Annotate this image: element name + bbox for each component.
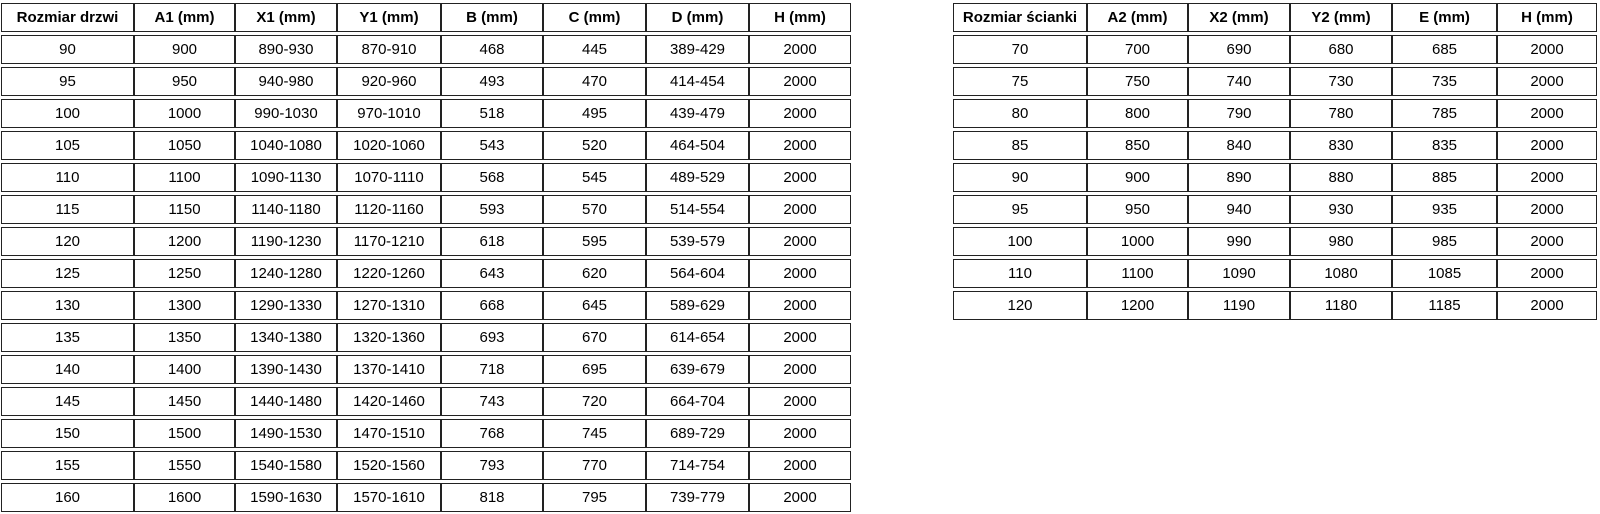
table-cell: 643 (441, 259, 543, 288)
table-cell: 2000 (1497, 227, 1597, 256)
table-cell: 2000 (749, 419, 851, 448)
table-cell: 543 (441, 131, 543, 160)
table-cell: 489-529 (646, 163, 749, 192)
table-cell: 685 (1392, 35, 1497, 64)
table-cell: 739-779 (646, 483, 749, 512)
header-cell: H (mm) (1497, 3, 1597, 32)
table-cell: 150 (1, 419, 134, 448)
table-row (1, 451, 851, 480)
table-cell: 718 (441, 355, 543, 384)
header-cell: A1 (mm) (134, 3, 235, 32)
table-cell: 1100 (1087, 259, 1188, 288)
table-cell: 750 (1087, 67, 1188, 96)
table-cell: 2000 (1497, 163, 1597, 192)
table-cell: 743 (441, 387, 543, 416)
table-cell: 1240-1280 (235, 259, 337, 288)
table-cell: 740 (1188, 67, 1290, 96)
table-cell: 140 (1, 355, 134, 384)
table-cell: 1200 (1087, 291, 1188, 320)
table-cell: 160 (1, 483, 134, 512)
table-cell: 518 (441, 99, 543, 128)
table-cell: 1120-1160 (337, 195, 441, 224)
table-cell: 2000 (749, 195, 851, 224)
table-cell: 900 (134, 35, 235, 64)
table-cell: 2000 (749, 259, 851, 288)
table-cell: 75 (953, 67, 1087, 96)
table-cell: 720 (543, 387, 646, 416)
table-cell: 1290-1330 (235, 291, 337, 320)
table-cell: 1080 (1290, 259, 1392, 288)
table-cell: 990 (1188, 227, 1290, 256)
table-row (953, 195, 1597, 224)
table-cell: 680 (1290, 35, 1392, 64)
table-row (1, 163, 851, 192)
table-cell: 125 (1, 259, 134, 288)
table-cell: 930 (1290, 195, 1392, 224)
header-cell: Rozmiar ścianki (953, 3, 1087, 32)
table-cell: 1450 (134, 387, 235, 416)
table-row (953, 163, 1597, 192)
table-cell: 785 (1392, 99, 1497, 128)
table-cell: 985 (1392, 227, 1497, 256)
table-cell: 2000 (749, 291, 851, 320)
table-cell: 70 (953, 35, 1087, 64)
table-cell: 745 (543, 419, 646, 448)
table-cell: 1085 (1392, 259, 1497, 288)
table-cell: 1140-1180 (235, 195, 337, 224)
header-cell: E (mm) (1392, 3, 1497, 32)
table-cell: 1590-1630 (235, 483, 337, 512)
table-cell: 664-704 (646, 387, 749, 416)
table-cell: 668 (441, 291, 543, 320)
table-cell: 2000 (1497, 67, 1597, 96)
table-cell: 900 (1087, 163, 1188, 192)
table-cell: 1100 (134, 163, 235, 192)
table-cell: 570 (543, 195, 646, 224)
table-cell: 1070-1110 (337, 163, 441, 192)
table-cell: 689-729 (646, 419, 749, 448)
table-cell: 1190-1230 (235, 227, 337, 256)
table-cell: 545 (543, 163, 646, 192)
table-cell: 464-504 (646, 131, 749, 160)
table-cell: 2000 (1497, 259, 1597, 288)
table-cell: 110 (1, 163, 134, 192)
table-cell: 1470-1510 (337, 419, 441, 448)
table-cell: 1250 (134, 259, 235, 288)
table-cell: 90 (1, 35, 134, 64)
table-cell: 145 (1, 387, 134, 416)
table-cell: 1440-1480 (235, 387, 337, 416)
table-row (1, 387, 851, 416)
table-cell: 770 (543, 451, 646, 480)
table-cell: 110 (953, 259, 1087, 288)
table-cell: 693 (441, 323, 543, 352)
header-cell: C (mm) (543, 3, 646, 32)
table-cell: 645 (543, 291, 646, 320)
table-cell: 990-1030 (235, 99, 337, 128)
table-cell: 1350 (134, 323, 235, 352)
table-cell: 1420-1460 (337, 387, 441, 416)
table-cell: 1180 (1290, 291, 1392, 320)
table-cell: 2000 (1497, 195, 1597, 224)
table-cell: 2000 (749, 451, 851, 480)
table-cell: 1200 (134, 227, 235, 256)
table-cell: 1300 (134, 291, 235, 320)
table-row (953, 131, 1597, 160)
table-cell: 389-429 (646, 35, 749, 64)
table-cell: 155 (1, 451, 134, 480)
table-cell: 880 (1290, 163, 1392, 192)
table-cell: 870-910 (337, 35, 441, 64)
table-cell: 1500 (134, 419, 235, 448)
table-cell: 2000 (749, 227, 851, 256)
table-cell: 2000 (749, 483, 851, 512)
header-cell: B (mm) (441, 3, 543, 32)
table-cell: 1400 (134, 355, 235, 384)
table-cell: 714-754 (646, 451, 749, 480)
table-cell: 935 (1392, 195, 1497, 224)
table-cell: 620 (543, 259, 646, 288)
table-cell: 1020-1060 (337, 131, 441, 160)
table-row (1, 419, 851, 448)
table-cell: 100 (953, 227, 1087, 256)
header-cell: A2 (mm) (1087, 3, 1188, 32)
table-cell: 1170-1210 (337, 227, 441, 256)
table-cell: 1540-1580 (235, 451, 337, 480)
table-row (1, 227, 851, 256)
wall-sizes-table (953, 0, 1597, 323)
table-row (953, 35, 1597, 64)
table-row (1, 99, 851, 128)
table-row (953, 227, 1597, 256)
table-cell: 595 (543, 227, 646, 256)
table-cell: 1270-1310 (337, 291, 441, 320)
table-cell: 105 (1, 131, 134, 160)
table-cell: 589-629 (646, 291, 749, 320)
table-cell: 940 (1188, 195, 1290, 224)
table-cell: 695 (543, 355, 646, 384)
table-cell: 1370-1410 (337, 355, 441, 384)
table-cell: 818 (441, 483, 543, 512)
table-cell: 2000 (749, 131, 851, 160)
table-cell: 1150 (134, 195, 235, 224)
table-cell: 95 (1, 67, 134, 96)
table-row (953, 291, 1597, 320)
table-cell: 520 (543, 131, 646, 160)
table-cell: 568 (441, 163, 543, 192)
table-cell: 85 (953, 131, 1087, 160)
table-cell: 2000 (749, 99, 851, 128)
table-cell: 940-980 (235, 67, 337, 96)
table-row (1, 483, 851, 512)
table-cell: 1340-1380 (235, 323, 337, 352)
table-cell: 768 (441, 419, 543, 448)
table-cell: 2000 (1497, 35, 1597, 64)
table-cell: 1000 (134, 99, 235, 128)
header-cell: Y2 (mm) (1290, 3, 1392, 32)
table-cell: 730 (1290, 67, 1392, 96)
table-cell: 120 (1, 227, 134, 256)
table-row (1, 35, 851, 64)
table-row (953, 99, 1597, 128)
table-cell: 850 (1087, 131, 1188, 160)
table-cell: 90 (953, 163, 1087, 192)
table-row (953, 67, 1597, 96)
table-cell: 890 (1188, 163, 1290, 192)
table-cell: 835 (1392, 131, 1497, 160)
table-cell: 514-554 (646, 195, 749, 224)
table-cell: 100 (1, 99, 134, 128)
table-cell: 1220-1260 (337, 259, 441, 288)
table-cell: 1490-1530 (235, 419, 337, 448)
table-cell: 2000 (749, 35, 851, 64)
table-cell: 1320-1360 (337, 323, 441, 352)
header-cell: Rozmiar drzwi (1, 3, 134, 32)
table-cell: 80 (953, 99, 1087, 128)
table-cell: 115 (1, 195, 134, 224)
table-cell: 885 (1392, 163, 1497, 192)
table-cell: 970-1010 (337, 99, 441, 128)
table-cell: 950 (1087, 195, 1188, 224)
table-row (1, 195, 851, 224)
table-cell: 135 (1, 323, 134, 352)
table-row (1, 355, 851, 384)
table-row (1, 291, 851, 320)
table-cell: 439-479 (646, 99, 749, 128)
table-cell: 495 (543, 99, 646, 128)
table-cell: 564-604 (646, 259, 749, 288)
table-cell: 800 (1087, 99, 1188, 128)
table-cell: 618 (441, 227, 543, 256)
table-cell: 1090-1130 (235, 163, 337, 192)
door-sizes-table (1, 0, 851, 514)
table-row (953, 259, 1597, 288)
table-cell: 2000 (749, 387, 851, 416)
header-cell: X1 (mm) (235, 3, 337, 32)
table-cell: 1090 (1188, 259, 1290, 288)
table-cell: 2000 (1497, 291, 1597, 320)
table-cell: 468 (441, 35, 543, 64)
table-row (1, 67, 851, 96)
table-cell: 830 (1290, 131, 1392, 160)
table-cell: 840 (1188, 131, 1290, 160)
table-cell: 130 (1, 291, 134, 320)
table-cell: 1600 (134, 483, 235, 512)
table-cell: 690 (1188, 35, 1290, 64)
table-cell: 95 (953, 195, 1087, 224)
table-cell: 639-679 (646, 355, 749, 384)
table-cell: 614-654 (646, 323, 749, 352)
table-cell: 593 (441, 195, 543, 224)
table-cell: 1040-1080 (235, 131, 337, 160)
table-row (1, 323, 851, 352)
table-cell: 670 (543, 323, 646, 352)
table-cell: 2000 (749, 323, 851, 352)
table-cell: 790 (1188, 99, 1290, 128)
table-cell: 539-579 (646, 227, 749, 256)
table-cell: 735 (1392, 67, 1497, 96)
table-cell: 1050 (134, 131, 235, 160)
table-cell: 795 (543, 483, 646, 512)
table-cell: 980 (1290, 227, 1392, 256)
table-cell: 1190 (1188, 291, 1290, 320)
table-cell: 1550 (134, 451, 235, 480)
table-cell: 920-960 (337, 67, 441, 96)
table-cell: 2000 (749, 355, 851, 384)
table-row (1, 131, 851, 160)
table-cell: 2000 (749, 67, 851, 96)
table-cell: 1185 (1392, 291, 1497, 320)
table-cell: 414-454 (646, 67, 749, 96)
table-cell: 1390-1430 (235, 355, 337, 384)
table-cell: 2000 (749, 163, 851, 192)
table-cell: 1570-1610 (337, 483, 441, 512)
table-cell: 1520-1560 (337, 451, 441, 480)
table-cell: 493 (441, 67, 543, 96)
table-row (1, 259, 851, 288)
table-cell: 793 (441, 451, 543, 480)
header-cell: H (mm) (749, 3, 851, 32)
header-cell: X2 (mm) (1188, 3, 1290, 32)
header-cell: Y1 (mm) (337, 3, 441, 32)
header-cell: D (mm) (646, 3, 749, 32)
header-row (953, 3, 1597, 32)
table-cell: 470 (543, 67, 646, 96)
table-cell: 780 (1290, 99, 1392, 128)
table-cell: 445 (543, 35, 646, 64)
table-cell: 950 (134, 67, 235, 96)
table-cell: 890-930 (235, 35, 337, 64)
table-cell: 1000 (1087, 227, 1188, 256)
table-cell: 120 (953, 291, 1087, 320)
table-cell: 2000 (1497, 131, 1597, 160)
table-cell: 700 (1087, 35, 1188, 64)
header-row (1, 3, 851, 32)
table-cell: 2000 (1497, 99, 1597, 128)
